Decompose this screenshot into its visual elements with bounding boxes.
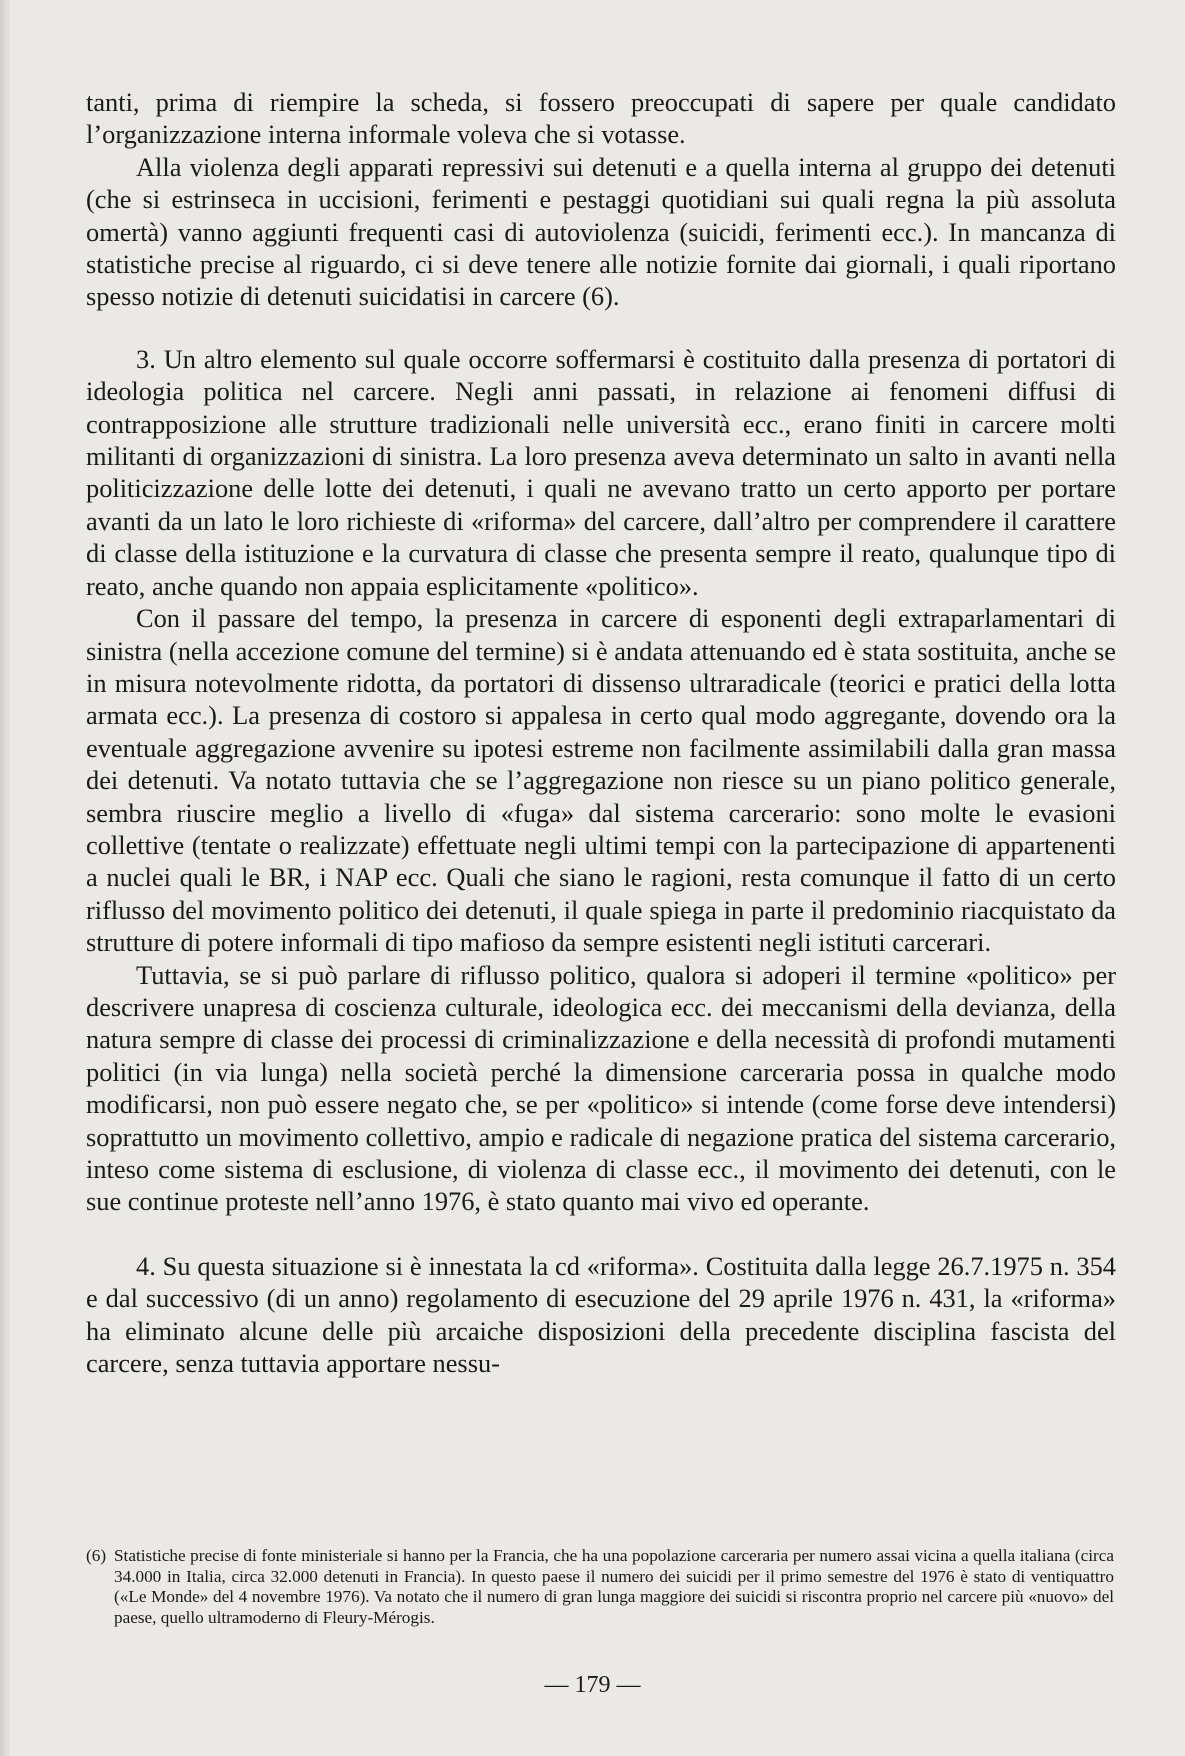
section-spacer bbox=[86, 313, 1116, 343]
paragraph-section-3: 3. Un altro elemento sul quale occorre soffermarsi è costituito dalla presenza di portatori di ideologia politica nel carcere. Negli anni passati, in relazione ai fenomeni diffusi di contrapposizione alle strutture tradizionali nelle università ecc., erano finiti in carcere molti militanti di organizzazioni di sinistra. La loro presenza aveva determinato un salto in avanti nella politicizzazione delle lotte dei detenuti, i quali ne avevano tratto un certo apporto per portare avanti da un lato le loro richieste di «riforma» del carcere, dall’altro per comprendere il carattere di classe della istituzione e la curvatura di classe che presenta sempre il reato, qualunque tipo di reato, anche quando non appaia esplicitamente «politico». bbox=[86, 343, 1116, 601]
page-binding-edge bbox=[0, 0, 10, 1756]
footnote-marker: (6) bbox=[86, 1546, 107, 1565]
footnote-6 bbox=[86, 1546, 1114, 1628]
footnote-area bbox=[86, 1546, 1114, 1628]
section-spacer bbox=[86, 1218, 1116, 1250]
paragraph-extraparliamentary: Con il passare del tempo, la presenza in carcere di esponenti degli extraparlamentari di sinistra (nella accezione comune del termine) si è andata attenuando ed è stata sostituita, anche se in misura notevolmente ridotta, da portatori di dissenso ultraradicale (teorici e pratici della lotta armata ecc.). La presenza di costoro si appalesa in certo qual modo aggregante, dovendo ora la eventuale aggregazione avvenire su ipotesi estreme non facilmente assimilabili dalla gran massa dei detenuti. Va notato tuttavia che se l’aggregazione non riesce su un piano politico generale, sembra riuscire meglio a livello di «fuga» dal sistema carcerario: sono molte le evasioni collettive (tentate o realizzate) effettuate negli ultimi tempi con la partecipazione di appartenenti a nuclei quali le BR, i NAP ecc. Quali che siano le ragioni, resta comunque il fatto di un certo riflusso del movimento politico dei detenuti, il quale spiega in parte il predominio riacquistato da strutture di potere informali di tipo mafioso da sempre esistenti negli istituti carcerari. bbox=[86, 603, 1116, 958]
paragraph-section-4: 4. Su questa situazione si è innestata la cd «riforma». Costituita dalla legge 26.7.1975 n. 354 e dal successivo (di un anno) regolamento di esecuzione del 29 aprile 1976 n. 431, la «riforma» ha eliminato alcune delle più arcaiche disposizioni della precedente disciplina fascista del carcere, senza tuttavia apportare nessu- bbox=[86, 1250, 1116, 1379]
main-text bbox=[86, 86, 1116, 1379]
footnote-text: Statistiche precise di fonte ministeriale si hanno per la Francia, che ha una popolazione carceraria per numero assai vicina a quella italiana (circa 34.000 in Italia, circa 32.000 detenuti in Francia). In questo paese il numero dei suicidi per il primo semestre del 1976 è stato di ventiquattro («Le Monde» del 4 novembre 1976). Va notato che il numero di gran lunga maggiore dei suicidi si riscontra proprio nel carcere più «nuovo» del paese, quello ultramoderno di Fleury-Mérogis. bbox=[114, 1546, 1114, 1627]
paragraph-violence: Alla violenza degli apparati repressivi sui detenuti e a quella interna al gruppo dei detenuti (che si estrinseca in uccisioni, ferimenti e pestaggi quotidiani sui quali regna la più assoluta omertà) vanno aggiunti frequenti casi di autoviolenza (suicidi, ferimenti ecc.). In mancanza di statistiche precise al riguardo, ci si deve tenere alle notizie fornite dai giornali, i quali riportano spesso notizie di detenuti suicidatisi in carcere (6). bbox=[86, 151, 1116, 312]
paragraph-political-reflux: Tuttavia, se si può parlare di riflusso politico, qualora si adoperi il termine «politico» per descrivere unapresa di coscienza culturale, ideologica ecc. dei meccanismi della devianza, della natura sempre di classe dei processi di criminalizzazione e della necessità di profondi mutamenti politici (in via lunga) nella società perché la dimensione carceraria possa in qualche modo modificarsi, non può essere negato che, se per «politico» si intende (come forse deve intendersi) soprattutto un movimento collettivo, ampio e radicale di negazione pratica del sistema carcerario, inteso come sistema di esclusione, di violenza di classe ecc., il movimento dei detenuti, con le sue continue proteste nell’anno 1976, è stato quanto mai vivo ed operante. bbox=[86, 959, 1116, 1217]
paragraph-continuation: tanti, prima di riempire la scheda, si fossero preoccupati di sapere per quale candidato l’organizzazione interna informale voleva che si votasse. bbox=[86, 87, 1116, 150]
page-number: — 179 — bbox=[544, 1672, 641, 1698]
